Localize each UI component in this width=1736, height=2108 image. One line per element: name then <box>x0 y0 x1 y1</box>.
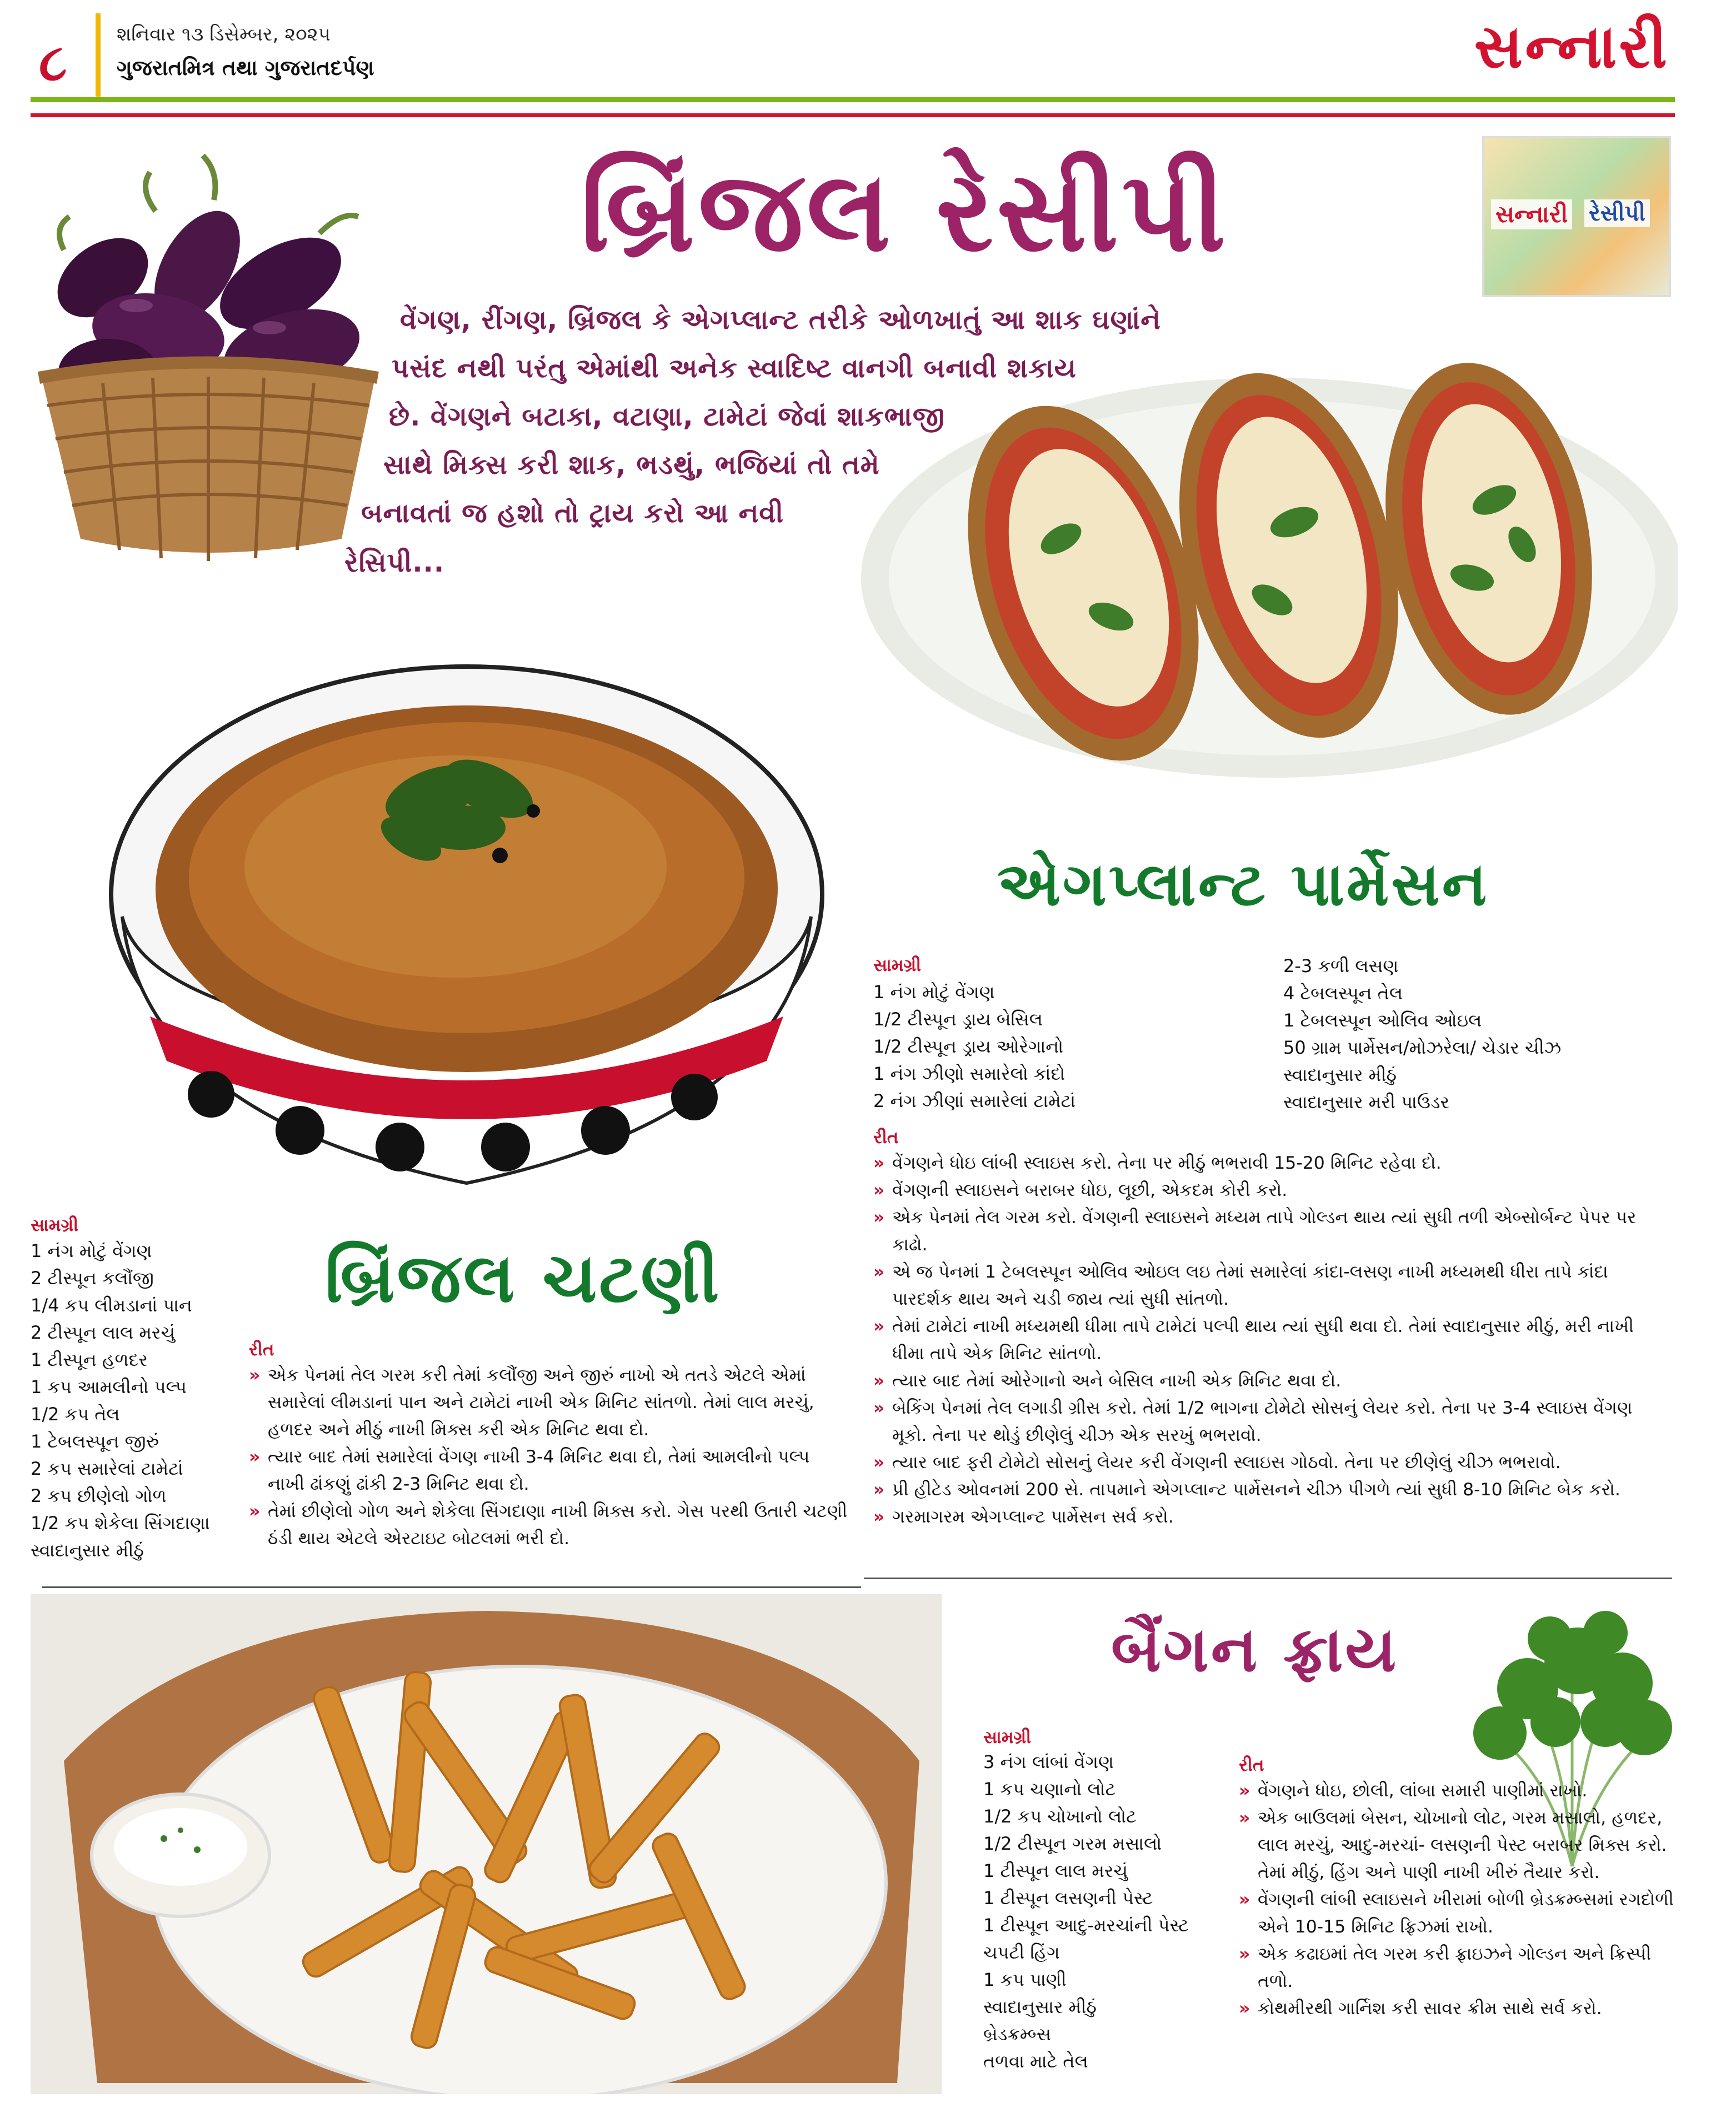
page-number: ૮ <box>39 32 67 92</box>
ingredient-item: સ્વાદાનુસાર મીઠું <box>1283 1064 1397 1085</box>
chutney-steps <box>249 1362 852 1553</box>
ingredient-item: 2 કપ છીણેલો ગોળ <box>31 1485 167 1506</box>
step-bullet: » <box>873 1480 885 1500</box>
intro-line: રેસિપી... <box>344 547 445 578</box>
logo-left-text: સન્નારી <box>1491 199 1572 229</box>
step-bullet: » <box>873 1316 885 1336</box>
method-step: » ત્યાર બાદ તેમાં સમારેલાં વેંગણ નાખી 3-4 મિનિટ થવા દો, તેમાં આમલીનો પલ્પ નાખી ઢાંકણું ઢાંકી 2-3 મિનિટ થવા દો. <box>249 1444 852 1498</box>
method-step: » વેંગણને ધોઇ, છોલી, લાંબા સમારી પાણીમાં રાખો. <box>1239 1777 1678 1805</box>
ingredient-item: 1 કપ આમલીનો પલ્પ <box>31 1376 187 1398</box>
brinjal-chutney-image <box>100 628 828 1222</box>
eggplant-parmesan-image <box>850 355 1678 778</box>
ingredient-item: બ્રેડક્રમ્બ્સ <box>983 2024 1052 2045</box>
brinjal-basket-image <box>31 139 386 567</box>
ingredient-item: 2 ટીસ્પૂન કલૌંજી <box>31 1268 154 1289</box>
parmesan-title: એગપ્લાન્ટ પાર્મેસન <box>997 850 1489 919</box>
method-step: » ત્યાર બાદ ફરી ટોમેટો સોસનું લેયર કરી વેંગણની સ્લાઇસ ગોઠવો. તેના પર છીણેલું ચીઝ ભભરાવો. <box>873 1449 1668 1476</box>
step-bullet: » <box>873 1398 885 1418</box>
step-bullet: » <box>873 1453 885 1473</box>
method-step: » એક બાઉલમાં બેસન, ચોખાનો લોટ, ગરમ મસાલો, હળદર, લાલ મરચું, આદુ-મરચાં- લસણની પેસ્ટ બરાબર મિક્સ કરો. તેમાં મીઠું, હિંગ અને પાણી નાખી ખીરું તૈયાર કરો. <box>1239 1805 1678 1886</box>
ingredient-item: 1 નંગ ઝીણો સમારેલો કાંદો <box>873 1063 1065 1084</box>
method-step: » એક પેનમાં તેલ ગરમ કરો. વેંગણની સ્લાઇસને મધ્યમ તાપે ગોલ્ડન થાય ત્યાં સુધી તળી એબ્સોર્બન્ટ પેપર પર કાઢો. <box>873 1204 1668 1259</box>
intro-line: બનાવતાં જ હશો તો ટ્રાય કરો આ નવી <box>361 498 784 529</box>
method-step: » ગરમાગરમ એગપ્લાન્ટ પાર્મેસન સર્વ કરો. <box>873 1504 1668 1531</box>
step-bullet: » <box>873 1507 885 1527</box>
method-step: » વેંગણની લાંબી સ્લાઇસને ખીરામાં બોળી બ્રેડક્રમ્બ્સમાં રગદોળી એને 10-15 મિનિટ ફ્રિઝમાં રાખો. <box>1239 1886 1678 1941</box>
ingredient-item: 1 નંગ મોટું વેંગણ <box>31 1240 152 1261</box>
ingredient-item: 1/2 કપ તેલ <box>31 1404 120 1425</box>
ingredient-item: 2 કપ સમારેલાં ટામેટાં <box>31 1458 183 1479</box>
step-bullet: » <box>249 1447 261 1467</box>
method-step: » તેમાં ટામેટાં નાખી મધ્યમથી ધીમા તાપે ટામેટાં પલ્પી થાય ત્યાં સુધી થવા દો. તેમાં સ્વાદાનુસાર મીઠું, મરી નાખી ધીમા તાપે એક મિનિટ સાંતળો. <box>873 1313 1668 1368</box>
step-bullet: » <box>1239 1999 1250 2019</box>
page-title: બ્રિંજલ રેસીપી <box>581 147 1229 277</box>
parmesan-method-label: રીત <box>873 1128 899 1148</box>
baingan-ingredients-label: સામગ્રી <box>983 1728 1032 1748</box>
parmesan-steps <box>873 1150 1668 1531</box>
intro-line: વેંગણ, રીંગણ, બ્રિંજલ કે એગપ્લાન્ટ તરીકે ઓળખાતું આ શાક ઘણાંને <box>400 304 1162 336</box>
chutney-ingredients-label: સામગ્રી <box>31 1215 79 1235</box>
ingredient-item: 1 ટેબલસ્પૂન જીરું <box>31 1431 159 1452</box>
step-bullet: » <box>249 1501 261 1521</box>
ingredient-item: 1 નંગ મોટું વેંગણ <box>873 982 995 1003</box>
ingredient-item: 3 નંગ લાંબાં વેંગણ <box>983 1751 1114 1772</box>
logo-right-text: રેસીપી <box>1584 199 1650 227</box>
issue-date: શનિવાર ૧૩ ડિસેમ્બર, ૨૦૨૫ <box>117 23 331 46</box>
baingan-fry-image <box>31 1594 942 2094</box>
ingredient-item: સ્વાદાનુસાર મરી પાઉડર <box>1283 1091 1450 1113</box>
step-bullet: » <box>1239 1808 1250 1828</box>
intro-line: પસંદ નથી પરંતુ એમાંથી અનેક સ્વાદિષ્ટ વાનગી બનાવી શકાય <box>392 353 1077 384</box>
recipe-column-logo <box>1482 136 1671 297</box>
ingredient-item: 1 કપ પાણી <box>983 1969 1067 1990</box>
parmesan-ingredients-label: સામગ્રી <box>873 955 922 975</box>
method-step: » કોથમીરથી ગાર્નિશ કરી સાવર ક્રીમ સાથે સર્વ કરો. <box>1239 1995 1678 2022</box>
ingredient-item: 1/2 કપ શેકેલા સિંગદાણા <box>31 1513 210 1534</box>
header-divider-bar <box>96 13 101 97</box>
intro-line: છે. વેંગણને બટાકા, વટાણા, ટામેટાં જેવાં શાકભાજી <box>389 401 945 432</box>
ingredient-item: 2 નંગ ઝીણાં સમારેલાં ટામેટાં <box>873 1090 1076 1111</box>
method-step: » એક કઢાઇમાં તેલ ગરમ કરી ફ્રાઇઝને ગોલ્ડન અને ક્રિસ્પી તળો. <box>1239 1941 1678 1995</box>
method-step: » તેમાં છીણેલો ગોળ અને શેકેલા સિંગદાણા નાખી મિક્સ કરો. ગેસ પરથી ઉતારી ચટણી ઠંડી થાય એટલે એરટાઇટ બોટલમાં ભરી દો. <box>249 1498 852 1553</box>
parmesan-ingredients-col1 <box>873 979 1075 1115</box>
ingredient-item: ચપટી હિંગ <box>983 1942 1060 1963</box>
ingredient-item: તળવા માટે તેલ <box>983 2051 1088 2072</box>
baingan-method-label: રીત <box>1239 1755 1264 1775</box>
method-step: » બેકિંગ પેનમાં તેલ લગાડી ગ્રીસ કરો. તેમાં 1/2 ભાગના ટોમેટો સોસનું લેયર કરો. તેના પર 3-4 સ્લાઇસ વેંગણ મૂકો. તેના પર થોડું છીણેલું ચીઝ એક સરખું ભભરાવો. <box>873 1395 1668 1449</box>
ingredient-item: 1 ટીસ્પૂન લસણની પેસ્ટ <box>983 1887 1153 1909</box>
ingredient-item: 4 ટેબલસ્પૂન તેલ <box>1283 983 1403 1004</box>
step-bullet: » <box>873 1208 885 1228</box>
chutney-method-label: રીત <box>249 1340 274 1360</box>
ingredient-item: 1 ટીસ્પૂન આદુ-મરચાંની પેસ્ટ <box>983 1915 1189 1936</box>
step-bullet: » <box>873 1371 885 1391</box>
intro-line: સાથે મિક્સ કરી શાક, ભડથું, ભજિયાં તો તમે <box>383 449 880 480</box>
ingredient-item: સ્વાદાનુસાર મીઠું <box>983 1996 1097 2017</box>
newspaper-name: ગુજરાતમિત્ર તથા ગુજરાતદર્પણ <box>117 56 374 80</box>
ingredient-item: 1 ટેબલસ્પૂન ઓલિવ ઓઇલ <box>1283 1010 1482 1031</box>
ingredient-item: 2-3 કળી લસણ <box>1283 955 1399 977</box>
ingredient-item: 2 ટીસ્પૂન લાલ મરચું <box>31 1322 176 1343</box>
section-divider <box>42 1586 861 1588</box>
header-rule-red <box>31 113 1675 117</box>
method-step: » પ્રી હીટેડ ઓવનમાં 200 સે. તાપમાને એગપ્લાન્ટ પાર્મેસનને ચીઝ પીગળે ત્યાં સુધી 8-10 મિનિટ બેક કરો. <box>873 1476 1668 1504</box>
ingredient-item: 1 કપ ચણાનો લોટ <box>983 1779 1116 1800</box>
ingredient-item: સ્વાદાનુસાર મીઠું <box>31 1540 144 1561</box>
section-divider <box>864 1578 1672 1579</box>
step-bullet: » <box>873 1153 885 1173</box>
method-step: » એ જ પેનમાં 1 ટેબલસ્પૂન ઓલિવ ઓઇલ લઇ તેમાં સમારેલાં કાંદા-લસણ નાખી મધ્યમથી ધીરા તાપે કાંદા પારદર્શક થાય અને ચડી જાય ત્યાં સુધી સાંતળો. <box>873 1259 1668 1313</box>
ingredient-item: 1/4 કપ લીમડાનાં પાન <box>31 1295 192 1316</box>
ingredient-item: 1 ટીસ્પૂન લાલ મરચું <box>983 1860 1128 1881</box>
chutney-ingredients <box>31 1238 210 1564</box>
step-bullet: » <box>1239 1781 1250 1801</box>
ingredient-item: 1/2 ટીસ્પૂન ગરમ મસાલો <box>983 1833 1162 1854</box>
baingan-steps <box>1239 1777 1678 2022</box>
section-brand: સન્નારી <box>1474 12 1669 82</box>
method-step: » ત્યાર બાદ તેમાં ઓરેગાનો અને બેસિલ નાખી એક મિનિટ થવા દો. <box>873 1368 1668 1395</box>
header-rule-green <box>31 97 1675 102</box>
ingredient-item: 50 ગ્રામ પાર્મેસન/મોઝરેલા/ ચેડાર ચીઝ <box>1283 1037 1562 1058</box>
step-bullet: » <box>249 1365 261 1385</box>
method-step: » વેંગણની સ્લાઇસને બરાબર ધોઇ, લૂછી, એકદમ કોરી કરો. <box>873 1177 1668 1204</box>
step-bullet: » <box>873 1180 885 1200</box>
step-bullet: » <box>1239 1944 1250 1964</box>
ingredient-item: 1 ટીસ્પૂન હળદર <box>31 1349 148 1370</box>
parmesan-ingredients-col2 <box>1283 953 1561 1116</box>
baingan-fry-title: બૈંગન ફ્રાય <box>1111 1614 1399 1686</box>
baingan-ingredients <box>983 1749 1189 2075</box>
step-bullet: » <box>1239 1890 1250 1910</box>
ingredient-item: 1/2 કપ ચોખાનો લોટ <box>983 1806 1137 1827</box>
step-bullet: » <box>873 1262 885 1282</box>
method-step: » એક પેનમાં તેલ ગરમ કરી તેમાં કલૌંજી અને જીરું નાખો એ તતડે એટલે એમાં સમારેલાં લીમડાનાં પાન અને ટામેટાં નાખી એક મિનિટ સાંતળો. તેમાં લાલ મરચું, હળદર અને મીઠું નાખી મિક્સ કરી એક મિનિટ થવા દો. <box>249 1362 852 1444</box>
chutney-title: બ્રિંજલ ચટણી <box>325 1239 722 1318</box>
ingredient-item: 1/2 ટીસ્પૂન ડ્રાય બેસિલ <box>873 1009 1043 1030</box>
ingredient-item: 1/2 ટીસ્પૂન ડ્રાય ઓરેગાનો <box>873 1036 1064 1057</box>
method-step: » વેંગણને ધોઇ લાંબી સ્લાઇસ કરો. તેના પર મીઠું ભભરાવી 15-20 મિનિટ રહેવા દો. <box>873 1150 1668 1177</box>
